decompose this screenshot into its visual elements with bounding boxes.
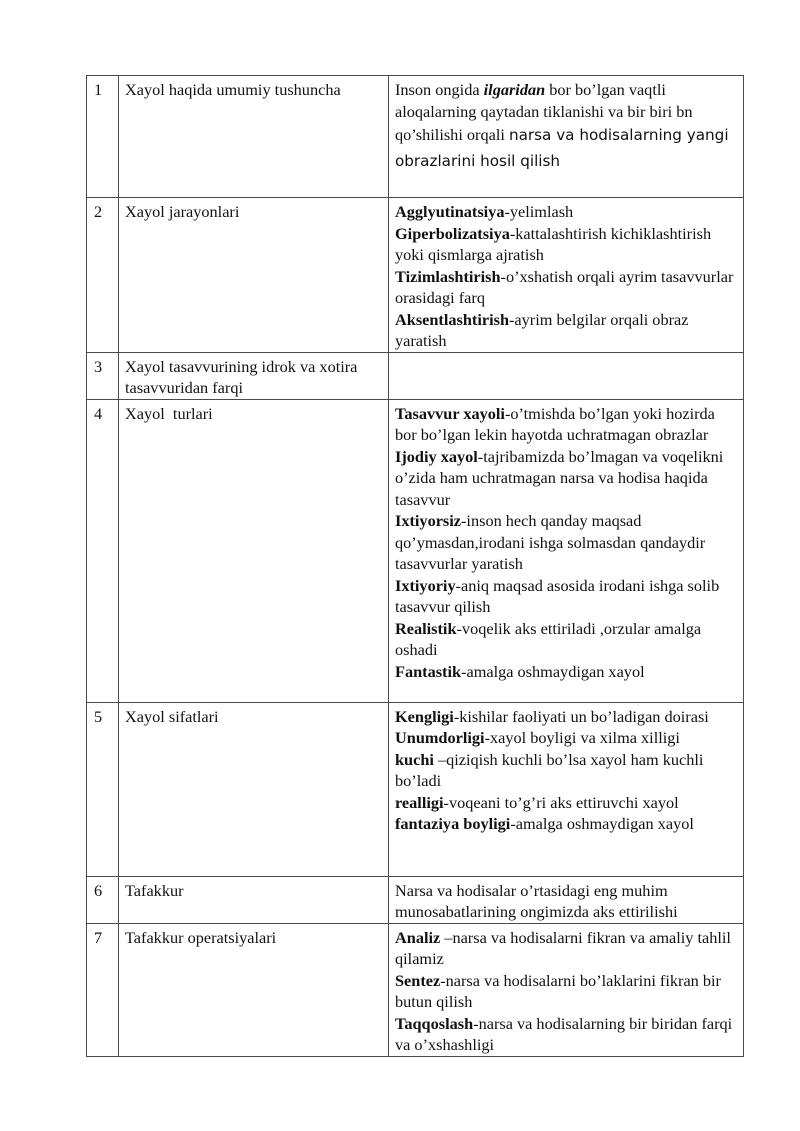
emphasis-text: ilgaridan	[483, 80, 546, 99]
list-item: Giperbolizatsiya-kattalashtirish kichiklashtirish yoki qismlarga ajratish	[395, 223, 712, 264]
list-item: realligi-voqeani to’g’ri aks ettiruvchi xayol	[395, 792, 679, 812]
table-row	[87, 399, 744, 702]
table-row	[87, 198, 744, 353]
row-number: 5	[87, 702, 119, 876]
row-description: Narsa va hodisalar o’rtasidagi eng muhim munosabatlarining ongimizda aks ettirilishi	[389, 876, 744, 923]
list-item: Ixtiyoriy-aniq maqsad asosida irodani ishga solib tasavvur qilish	[395, 575, 720, 616]
row-number: 1	[87, 76, 119, 198]
row-number: 4	[87, 399, 119, 702]
list-item: Aksentlashtirish-ayrim belgilar orqali obraz yaratish	[395, 309, 689, 350]
row-topic: Tafakkur	[119, 876, 389, 923]
row-topic: Xayol sifatlari	[119, 702, 389, 876]
row-topic: Tafakkur operatsiyalari	[119, 923, 389, 1056]
row-number: 3	[87, 352, 119, 399]
list-item: Ixtiyorsiz-inson hech qanday maqsad qo’ymasdan,irodani ishga solmasdan qandaydir tasavvurlar yaratish	[395, 511, 706, 573]
list-item: Fantastik-amalga oshmaydigan xayol	[395, 661, 645, 681]
table-row	[87, 923, 744, 1056]
row-number: 6	[87, 876, 119, 923]
table-row	[87, 702, 744, 876]
list-item: Analiz –narsa va hodisalarni fikran va amaliy tahlil qilamiz	[395, 927, 731, 968]
topics-table	[86, 75, 744, 1057]
row-topic: Xayol tasavvurining idrok va xotira tasavvuridan farqi	[119, 352, 389, 399]
row-description	[389, 198, 744, 353]
list-item: Tizimlashtirish-o’xshatish orqali ayrim tasavvurlar orasidagi farq	[395, 266, 734, 307]
row-number: 7	[87, 923, 119, 1056]
row-description: Inson ongida ilgaridan bor bo’lgan vaqtli aloqalarning qaytadan tiklanishi va bir biri bn qo’shilishi orqali narsa va hodisalarning yangi obrazlarini hosil qilish	[389, 76, 744, 198]
list-item: Kengligi-kishilar faoliyati un bo’ladigan doirasi	[395, 706, 709, 726]
row-description	[389, 923, 744, 1056]
list-item: Tasavvur xayoli-o’tmishda bo’lgan yoki hozirda bor bo’lgan lekin hayotda uchratmagan obrazlar	[395, 403, 715, 444]
list-item: Sentez-narsa va hodisalarni bo’laklarini fikran bir butun qilish	[395, 970, 721, 1011]
table-row	[87, 876, 744, 923]
row-topic: Xayol haqida umumiy tushuncha	[119, 76, 389, 198]
list-item: Unumdorligi-xayol boyligi va xilma xilligi	[395, 728, 680, 747]
list-item: Ijodiy xayol-tajribamizda bo’lmagan va voqelikni o’zida ham uchratmagan narsa va hodisa haqida tasavvur	[395, 446, 724, 509]
row-topic: Xayol turlari	[119, 399, 389, 702]
list-item: Agglyutinatsiya-yelimlash	[395, 202, 574, 221]
row-number: 2	[87, 198, 119, 353]
table-row	[87, 76, 744, 198]
row-description	[389, 702, 744, 876]
list-item: fantaziya boyligi-amalga oshmaydigan xayol	[395, 814, 694, 833]
row-description	[389, 399, 744, 702]
table-row	[87, 352, 744, 399]
list-item: Realistik-voqelik aks ettiriladi ,orzular amalga oshadi	[395, 618, 702, 659]
list-item: Taqqoslash-narsa va hodisalarning bir biridan farqi va o’xshashligi	[395, 1013, 733, 1054]
row-topic: Xayol jarayonlari	[119, 198, 389, 353]
row-description	[389, 352, 744, 399]
list-item: kuchi –qiziqish kuchli bo’lsa xayol ham kuchli bo’ladi	[395, 749, 704, 790]
